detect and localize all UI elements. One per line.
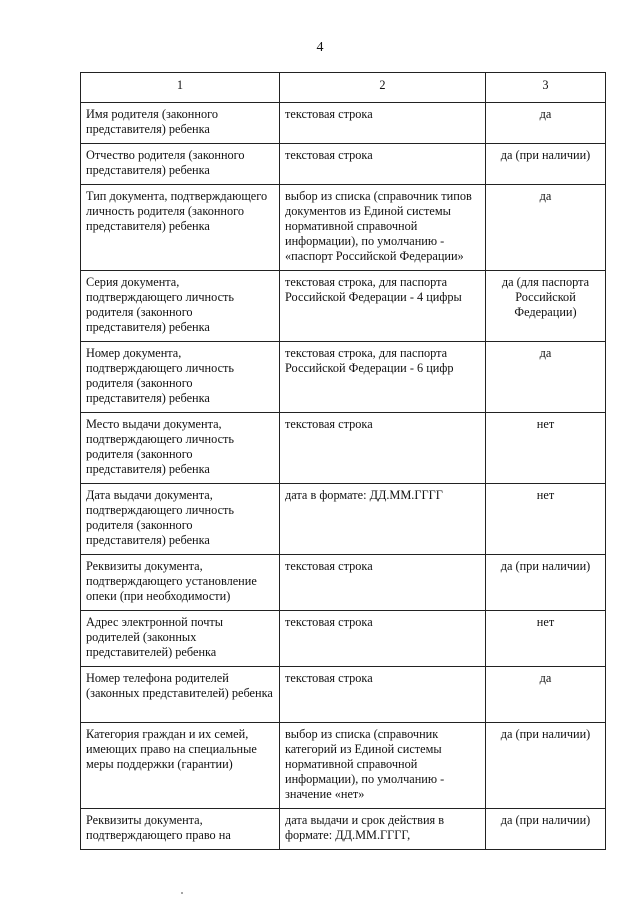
table-row (81, 144, 606, 185)
field-name-cell: Реквизиты документа, подтверждающего установление опеки (при необходимости) (81, 555, 280, 611)
table-row (81, 555, 606, 611)
field-format-cell: дата в формате: ДД.ММ.ГГГГ (280, 484, 486, 555)
field-name-cell: Дата выдачи документа, подтверждающего личность родителя (законного представителя) ребенка (81, 484, 280, 555)
required-cell: да (при наличии) (486, 723, 606, 809)
required-cell: нет (486, 484, 606, 555)
table-row (81, 103, 606, 144)
required-cell: да (при наличии) (486, 555, 606, 611)
table-row (81, 611, 606, 667)
field-name-cell: Категория граждан и их семей, имеющих право на специальные меры поддержки (гарантии) (81, 723, 280, 809)
table-row (81, 723, 606, 809)
field-name-cell: Номер телефона родителей (законных представителей) ребенка (81, 667, 280, 723)
table-row (81, 667, 606, 723)
field-name-cell: Серия документа, подтверждающего личность родителя (законного представителя) ребенка (81, 271, 280, 342)
field-name-cell: Адрес электронной почты родителей (законных представителей) ребенка (81, 611, 280, 667)
field-format-cell: текстовая строка (280, 555, 486, 611)
required-cell: нет (486, 413, 606, 484)
field-format-cell: текстовая строка (280, 611, 486, 667)
field-name-cell: Реквизиты документа, подтверждающего право на (81, 809, 280, 850)
required-cell: да (при наличии) (486, 809, 606, 850)
field-format-cell: текстовая строка (280, 413, 486, 484)
required-cell: да (486, 667, 606, 723)
scan-speck (181, 892, 183, 894)
table-row (81, 809, 606, 850)
table-row (81, 271, 606, 342)
field-format-cell: текстовая строка (280, 103, 486, 144)
required-cell: да (для паспорта Российской Федерации) (486, 271, 606, 342)
field-name-cell: Тип документа, подтверждающего личность родителя (законного представителя) ребенка (81, 185, 280, 271)
field-name-cell: Имя родителя (законного представителя) ребенка (81, 103, 280, 144)
table-row (81, 342, 606, 413)
field-name-cell: Место выдачи документа, подтверждающего личность родителя (законного представителя) ребенка (81, 413, 280, 484)
field-format-cell: текстовая строка, для паспорта Российской Федерации - 6 цифр (280, 342, 486, 413)
field-format-cell: текстовая строка (280, 144, 486, 185)
required-cell: да (486, 342, 606, 413)
required-cell: да (486, 103, 606, 144)
column-header-1: 1 (81, 73, 280, 103)
required-cell: нет (486, 611, 606, 667)
column-header-3: 3 (486, 73, 606, 103)
field-name-cell: Отчество родителя (законного представителя) ребенка (81, 144, 280, 185)
field-format-cell: текстовая строка (280, 667, 486, 723)
field-name-cell: Номер документа, подтверждающего личность родителя (законного представителя) ребенка (81, 342, 280, 413)
required-cell: да (486, 185, 606, 271)
required-cell: да (при наличии) (486, 144, 606, 185)
table-header-row (81, 73, 606, 103)
column-header-2: 2 (280, 73, 486, 103)
table-row (81, 484, 606, 555)
field-format-cell: текстовая строка, для паспорта Российской Федерации - 4 цифры (280, 271, 486, 342)
field-format-cell: выбор из списка (справочник типов документов из Единой системы нормативной справочной информации), по умолчанию - «паспорт Российской Федерации» (280, 185, 486, 271)
field-format-cell: дата выдачи и срок действия в формате: ДД.ММ.ГГГГ, (280, 809, 486, 850)
page-number: 4 (316, 40, 324, 55)
requirements-table (80, 72, 606, 850)
field-format-cell: выбор из списка (справочник категорий из Единой системы нормативной справочной информации), по умолчанию - значение «нет» (280, 723, 486, 809)
table-row (81, 413, 606, 484)
table-row (81, 185, 606, 271)
